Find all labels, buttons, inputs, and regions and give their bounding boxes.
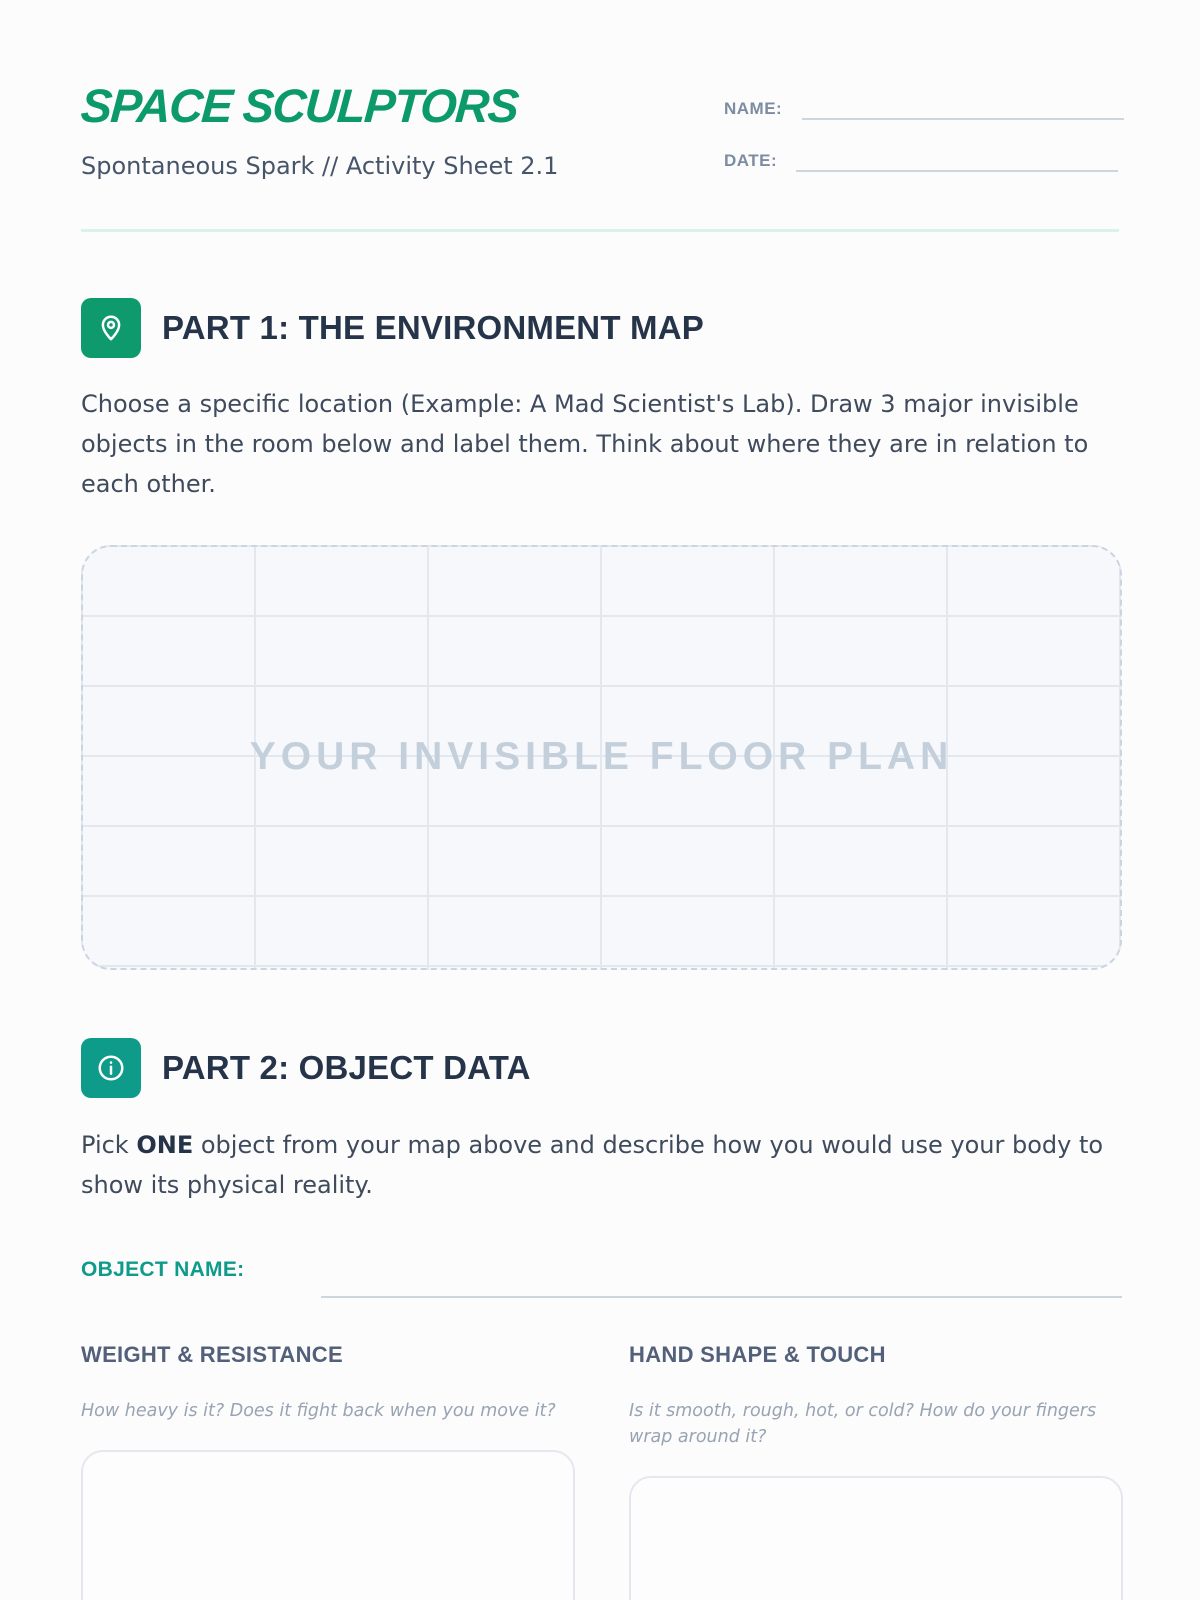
part2-instructions-start: Pick <box>81 1131 137 1159</box>
worksheet-subtitle: Spontaneous Spark // Activity Sheet 2.1 <box>81 152 559 180</box>
hand-shape-column <box>629 1340 1123 1600</box>
part2-instructions-emphasis: ONE <box>136 1131 194 1159</box>
part1-title: PART 1: THE ENVIRONMENT MAP <box>162 309 704 346</box>
map-pin-icon <box>81 298 141 358</box>
date-write-line[interactable] <box>796 140 1118 172</box>
part1-heading <box>81 298 704 358</box>
floor-plan-drawing-area[interactable] <box>81 545 1122 970</box>
weight-resistance-hint: How heavy is it? Does it fight back when you move it? <box>81 1401 556 1421</box>
weight-resistance-column <box>81 1340 575 1600</box>
part2-title: PART 2: OBJECT DATA <box>162 1049 531 1086</box>
part2-instructions-end: object from your map above and describe how you would use your body to show its physical reality. <box>81 1131 1104 1199</box>
hand-shape-heading: HAND SHAPE & TOUCH <box>629 1342 886 1367</box>
part1-instructions: Choose a specific location (Example: A Mad Scientist's Lab). Draw 3 major invisible objects in the room below and label them. Think about where they are in relation to each other. <box>81 390 1089 498</box>
name-label: NAME: <box>724 99 783 118</box>
hand-shape-answer-box[interactable] <box>629 1476 1123 1600</box>
worksheet-header <box>81 0 1119 232</box>
hand-shape-hint: Is it smooth, rough, hot, or cold? How do your fingers wrap around it? <box>629 1401 1097 1447</box>
name-write-line[interactable] <box>802 88 1124 120</box>
date-field <box>724 140 1118 172</box>
floor-plan-label: YOUR INVISIBLE FLOOR PLAN <box>249 735 954 778</box>
date-label: DATE: <box>724 151 778 170</box>
part2-heading <box>81 1038 531 1098</box>
worksheet-title: SPACE SCULPTORS <box>79 79 520 132</box>
object-name-label: OBJECT NAME: <box>81 1258 245 1281</box>
weight-resistance-heading: WEIGHT & RESISTANCE <box>81 1342 343 1367</box>
name-field <box>724 88 1124 120</box>
info-icon <box>81 1038 141 1098</box>
part2-instructions <box>81 1125 1121 1205</box>
weight-resistance-answer-box[interactable] <box>81 1450 575 1600</box>
object-name-write-line[interactable] <box>321 1296 1122 1298</box>
